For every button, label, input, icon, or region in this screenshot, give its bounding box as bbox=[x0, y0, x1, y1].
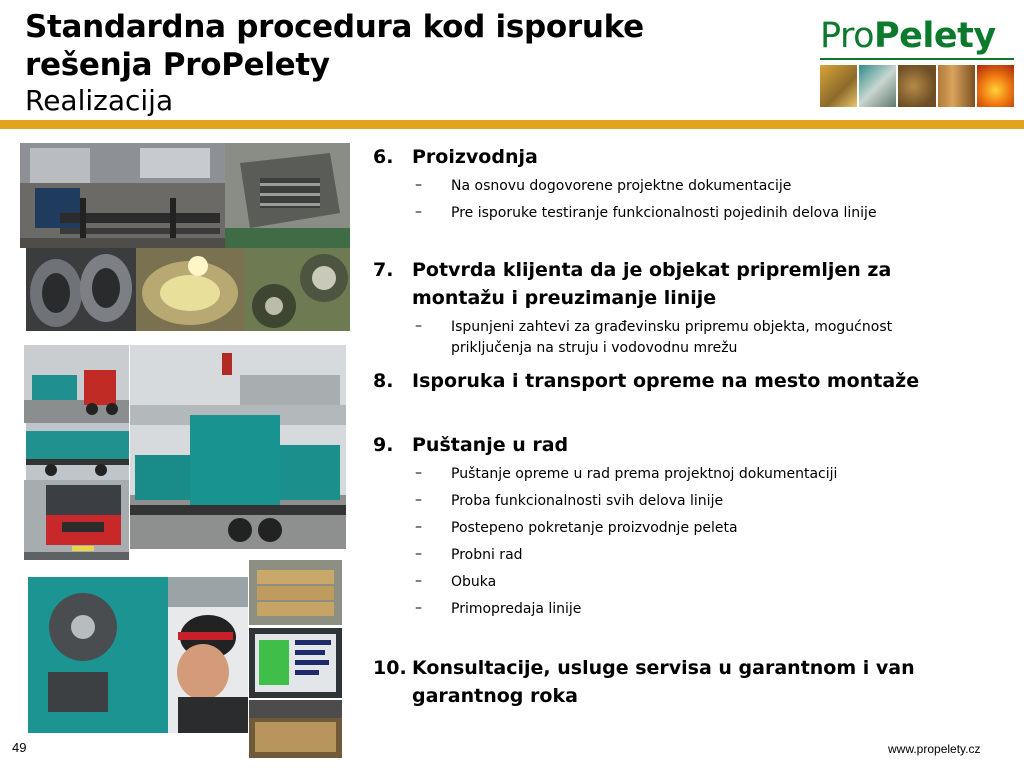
logo-underline bbox=[820, 58, 1014, 60]
step-9-subitem-1: Puštanje opreme u rad prema projektnoj dokumentaciji bbox=[451, 466, 838, 482]
slide-subtitle: Realizacija bbox=[25, 84, 174, 117]
logo-pro-text: Pro bbox=[820, 16, 875, 56]
step-7-title-line-2: montažu i preuzimanje linije bbox=[412, 287, 717, 309]
step-7-dash-1: – bbox=[415, 318, 422, 334]
forklift-photo bbox=[24, 345, 129, 423]
pellets-closeup-photo bbox=[249, 700, 342, 758]
step-10-title-line-2: garantnog roka bbox=[412, 685, 578, 707]
step-6-number: 6. bbox=[373, 146, 394, 168]
welding-sparks-photo bbox=[136, 248, 244, 331]
technician-at-machine-photo bbox=[28, 577, 248, 733]
slide-number: 49 bbox=[12, 740, 27, 755]
header-divider bbox=[0, 120, 1024, 129]
step-9-dash-6: – bbox=[415, 600, 422, 616]
step-7-title-line-1: Potvrda klijenta da je objekat pripremljen za bbox=[412, 259, 892, 281]
step-9-subitem-3: Postepeno pokretanje proizvodnje peleta bbox=[451, 520, 738, 536]
slide-title-block bbox=[25, 8, 745, 118]
mercedes-truck-photo bbox=[24, 480, 129, 560]
step-7-subitem-2: priključenja na struju i vodovodnu mrežu bbox=[451, 340, 738, 356]
step-9-dash-3: – bbox=[415, 519, 422, 535]
step-6-subitem-2: Pre isporuke testiranje funkcionalnosti pojedinih delova linije bbox=[451, 205, 877, 221]
step-10-title-line-1: Konsultacije, usluge servisa u garantnom i van bbox=[412, 657, 915, 679]
propelety-logo bbox=[820, 14, 1014, 58]
step-9-subitem-2: Proba funkcionalnosti svih delova linije bbox=[451, 493, 724, 509]
step-9-dash-5: – bbox=[415, 573, 422, 589]
slide-title-line-1: Standardna procedura kod isporuke bbox=[25, 9, 644, 45]
step-9-subitem-4: Probni rad bbox=[451, 547, 523, 563]
step-9-dash-4: – bbox=[415, 546, 422, 562]
step-9-dash-2: – bbox=[415, 492, 422, 508]
step-10-number: 10. bbox=[373, 657, 407, 679]
website-link[interactable]: www.propelety.cz bbox=[888, 742, 981, 756]
logo-strip-bale-photo bbox=[820, 65, 857, 107]
step-6-dash-2: – bbox=[415, 204, 422, 220]
logo-pelety-text: Pelety bbox=[874, 16, 996, 56]
step-9-dash-1: – bbox=[415, 465, 422, 481]
step-6-title: Proizvodnja bbox=[412, 146, 538, 168]
slide-title-line-2: rešenja ProPelety bbox=[25, 47, 330, 83]
logo-strip-fire-photo bbox=[977, 65, 1014, 107]
step-9-subitem-5: Obuka bbox=[451, 574, 497, 590]
step-6-subitem-1: Na osnovu dogovorene projektne dokumentacije bbox=[451, 178, 792, 194]
hammer-mill-photo bbox=[225, 143, 350, 248]
pellet-bags-photo bbox=[249, 560, 342, 625]
step-6-dash-1: – bbox=[415, 177, 422, 193]
step-8-title: Isporuka i transport opreme na mesto montaže bbox=[412, 370, 920, 392]
control-panel-photo bbox=[249, 628, 342, 698]
logo-strip-machine-photo bbox=[859, 65, 896, 107]
factory-hall-photo bbox=[20, 143, 225, 248]
logo-photo-strip bbox=[820, 65, 1014, 107]
crane-unloading-photo bbox=[130, 345, 346, 549]
logo-strip-wood-photo bbox=[938, 65, 975, 107]
step-7-subitem-1: Ispunjeni zahtevi za građevinsku pripremu objekta, mogućnost bbox=[451, 319, 893, 335]
step-8-number: 8. bbox=[373, 370, 394, 392]
step-9-number: 9. bbox=[373, 434, 394, 456]
step-9-subitem-6: Primopredaja linije bbox=[451, 601, 582, 617]
pellet-dies-photo bbox=[26, 248, 136, 331]
step-9-title: Puštanje u rad bbox=[412, 434, 569, 456]
gears-photo bbox=[244, 248, 350, 331]
step-7-number: 7. bbox=[373, 259, 394, 281]
logo-strip-pellets-photo bbox=[898, 65, 935, 107]
truck-trailer-photo bbox=[26, 423, 129, 480]
